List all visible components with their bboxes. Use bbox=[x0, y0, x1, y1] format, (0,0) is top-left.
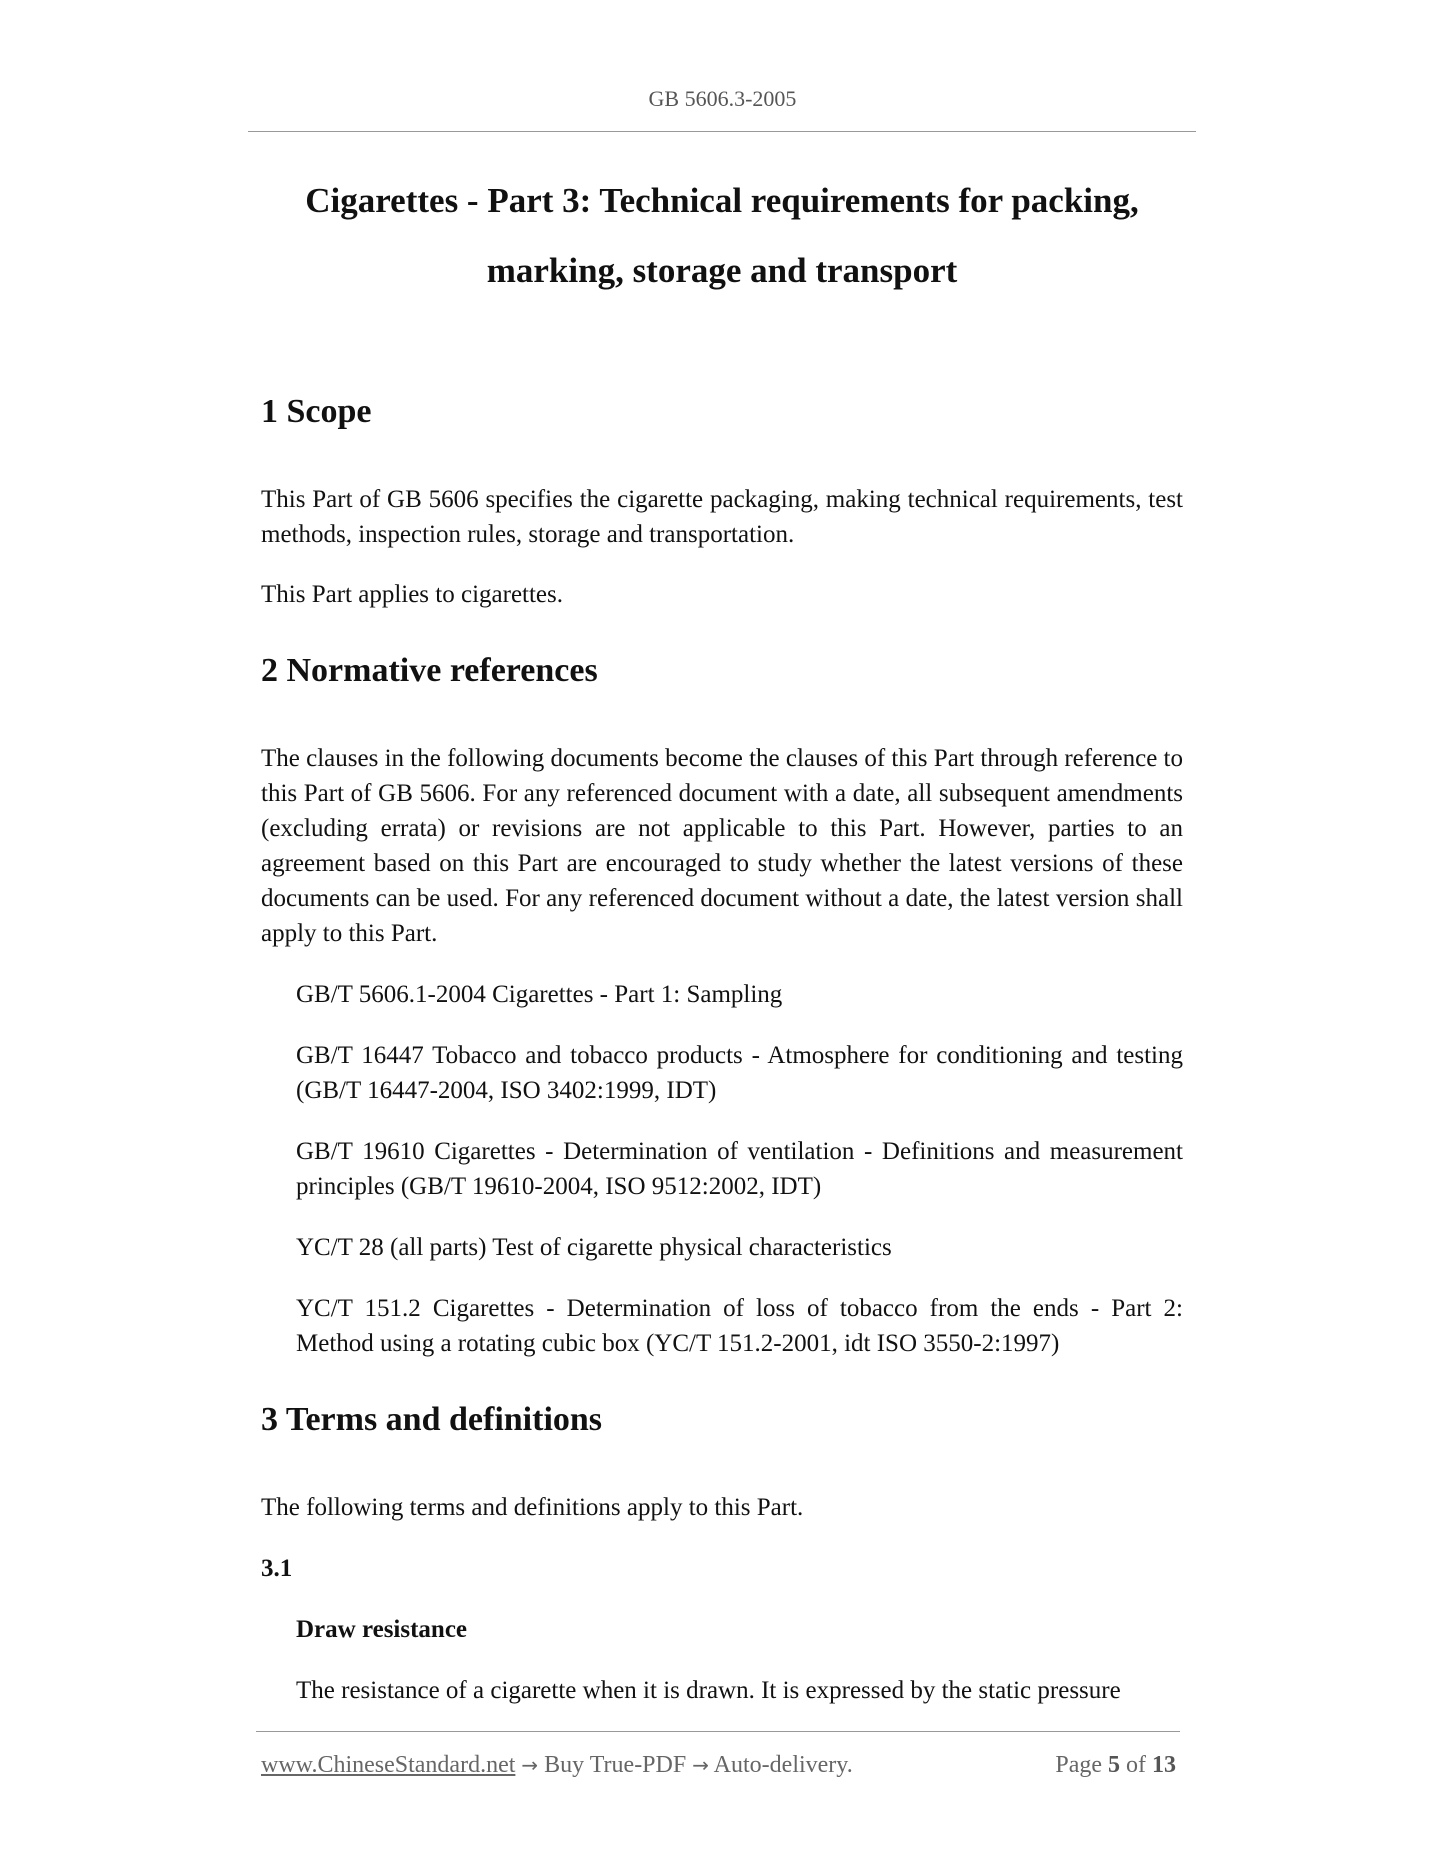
section-heading-terms-definitions: 3 Terms and definitions bbox=[261, 1401, 603, 1438]
footer-divider bbox=[256, 1731, 1180, 1732]
arrow-right-icon: → bbox=[521, 1753, 539, 1777]
normative-intro-paragraph: The clauses in the following documents become the clauses of this Part through reference to this Part of GB 5606. For any referenced document with a date, all subsequent amendments (excluding errata) or revisions are not applicable to this Part. However, parties to an agreement based on this Part are encouraged to study whether the latest versions of these documents can be used. For any referenced document without a date, the latest version shall apply to this Part. bbox=[261, 745, 1183, 947]
reference-item: GB/T 5606.1-2004 Cigarettes - Part 1: Sampling bbox=[296, 981, 783, 1008]
scope-paragraph: This Part of GB 5606 specifies the cigarette packaging, making technical requirements, test methods, inspection rules, storage and transportation. bbox=[261, 486, 1183, 548]
reference-item: YC/T 151.2 Cigarettes - Determination of loss of tobacco from the ends - Part 2: Method using a rotating cubic box (YC/T 151.2-2001, idt ISO 3550-2:1997) bbox=[296, 1295, 1183, 1357]
arrow-right-icon: → bbox=[692, 1753, 709, 1777]
reference-list bbox=[261, 977, 1183, 1361]
header-divider bbox=[248, 131, 1196, 132]
scope-paragraph: This Part applies to cigarettes. bbox=[261, 581, 564, 608]
term-definition: The resistance of a cigarette when it is drawn. It is expressed by the static pressure bbox=[296, 1677, 1121, 1704]
document-body bbox=[261, 390, 1183, 1708]
page-of: of bbox=[1126, 1752, 1146, 1778]
document-title bbox=[262, 166, 1182, 306]
page-total: 13 bbox=[1152, 1752, 1176, 1778]
document-title-line1: Cigarettes - Part 3: Technical requirements for packing, bbox=[305, 181, 1139, 220]
site-link[interactable]: www.ChineseStandard.net bbox=[261, 1752, 516, 1778]
term-name: Draw resistance bbox=[296, 1616, 468, 1643]
section-heading-normative-references: 2 Normative references bbox=[261, 652, 598, 689]
delivery-text: Auto-delivery. bbox=[713, 1752, 853, 1778]
terms-intro-paragraph: The following terms and definitions apply to this Part. bbox=[261, 1494, 804, 1521]
page-label: Page bbox=[1055, 1752, 1102, 1778]
document-title-line2: marking, storage and transport bbox=[486, 251, 958, 290]
running-header: GB 5606.3-2005 bbox=[648, 86, 797, 111]
term-number: 3.1 bbox=[261, 1555, 293, 1582]
section-heading-scope: 1 Scope bbox=[261, 393, 372, 430]
reference-item: GB/T 16447 Tobacco and tobacco products - Atmosphere for conditioning and testing (GB/T 16447-2004, ISO 3402:1999, IDT) bbox=[296, 1042, 1183, 1104]
footer-promo bbox=[261, 1752, 853, 1779]
reference-item: YC/T 28 (all parts) Test of cigarette physical characteristics bbox=[296, 1234, 892, 1261]
buy-text: Buy True-PDF bbox=[544, 1752, 687, 1778]
reference-item: GB/T 19610 Cigarettes - Determination of ventilation - Definitions and measurement principles (GB/T 19610-2004, ISO 9512:2002, IDT) bbox=[296, 1138, 1183, 1200]
page-number bbox=[1055, 1752, 1176, 1779]
page-current: 5 bbox=[1108, 1752, 1120, 1778]
